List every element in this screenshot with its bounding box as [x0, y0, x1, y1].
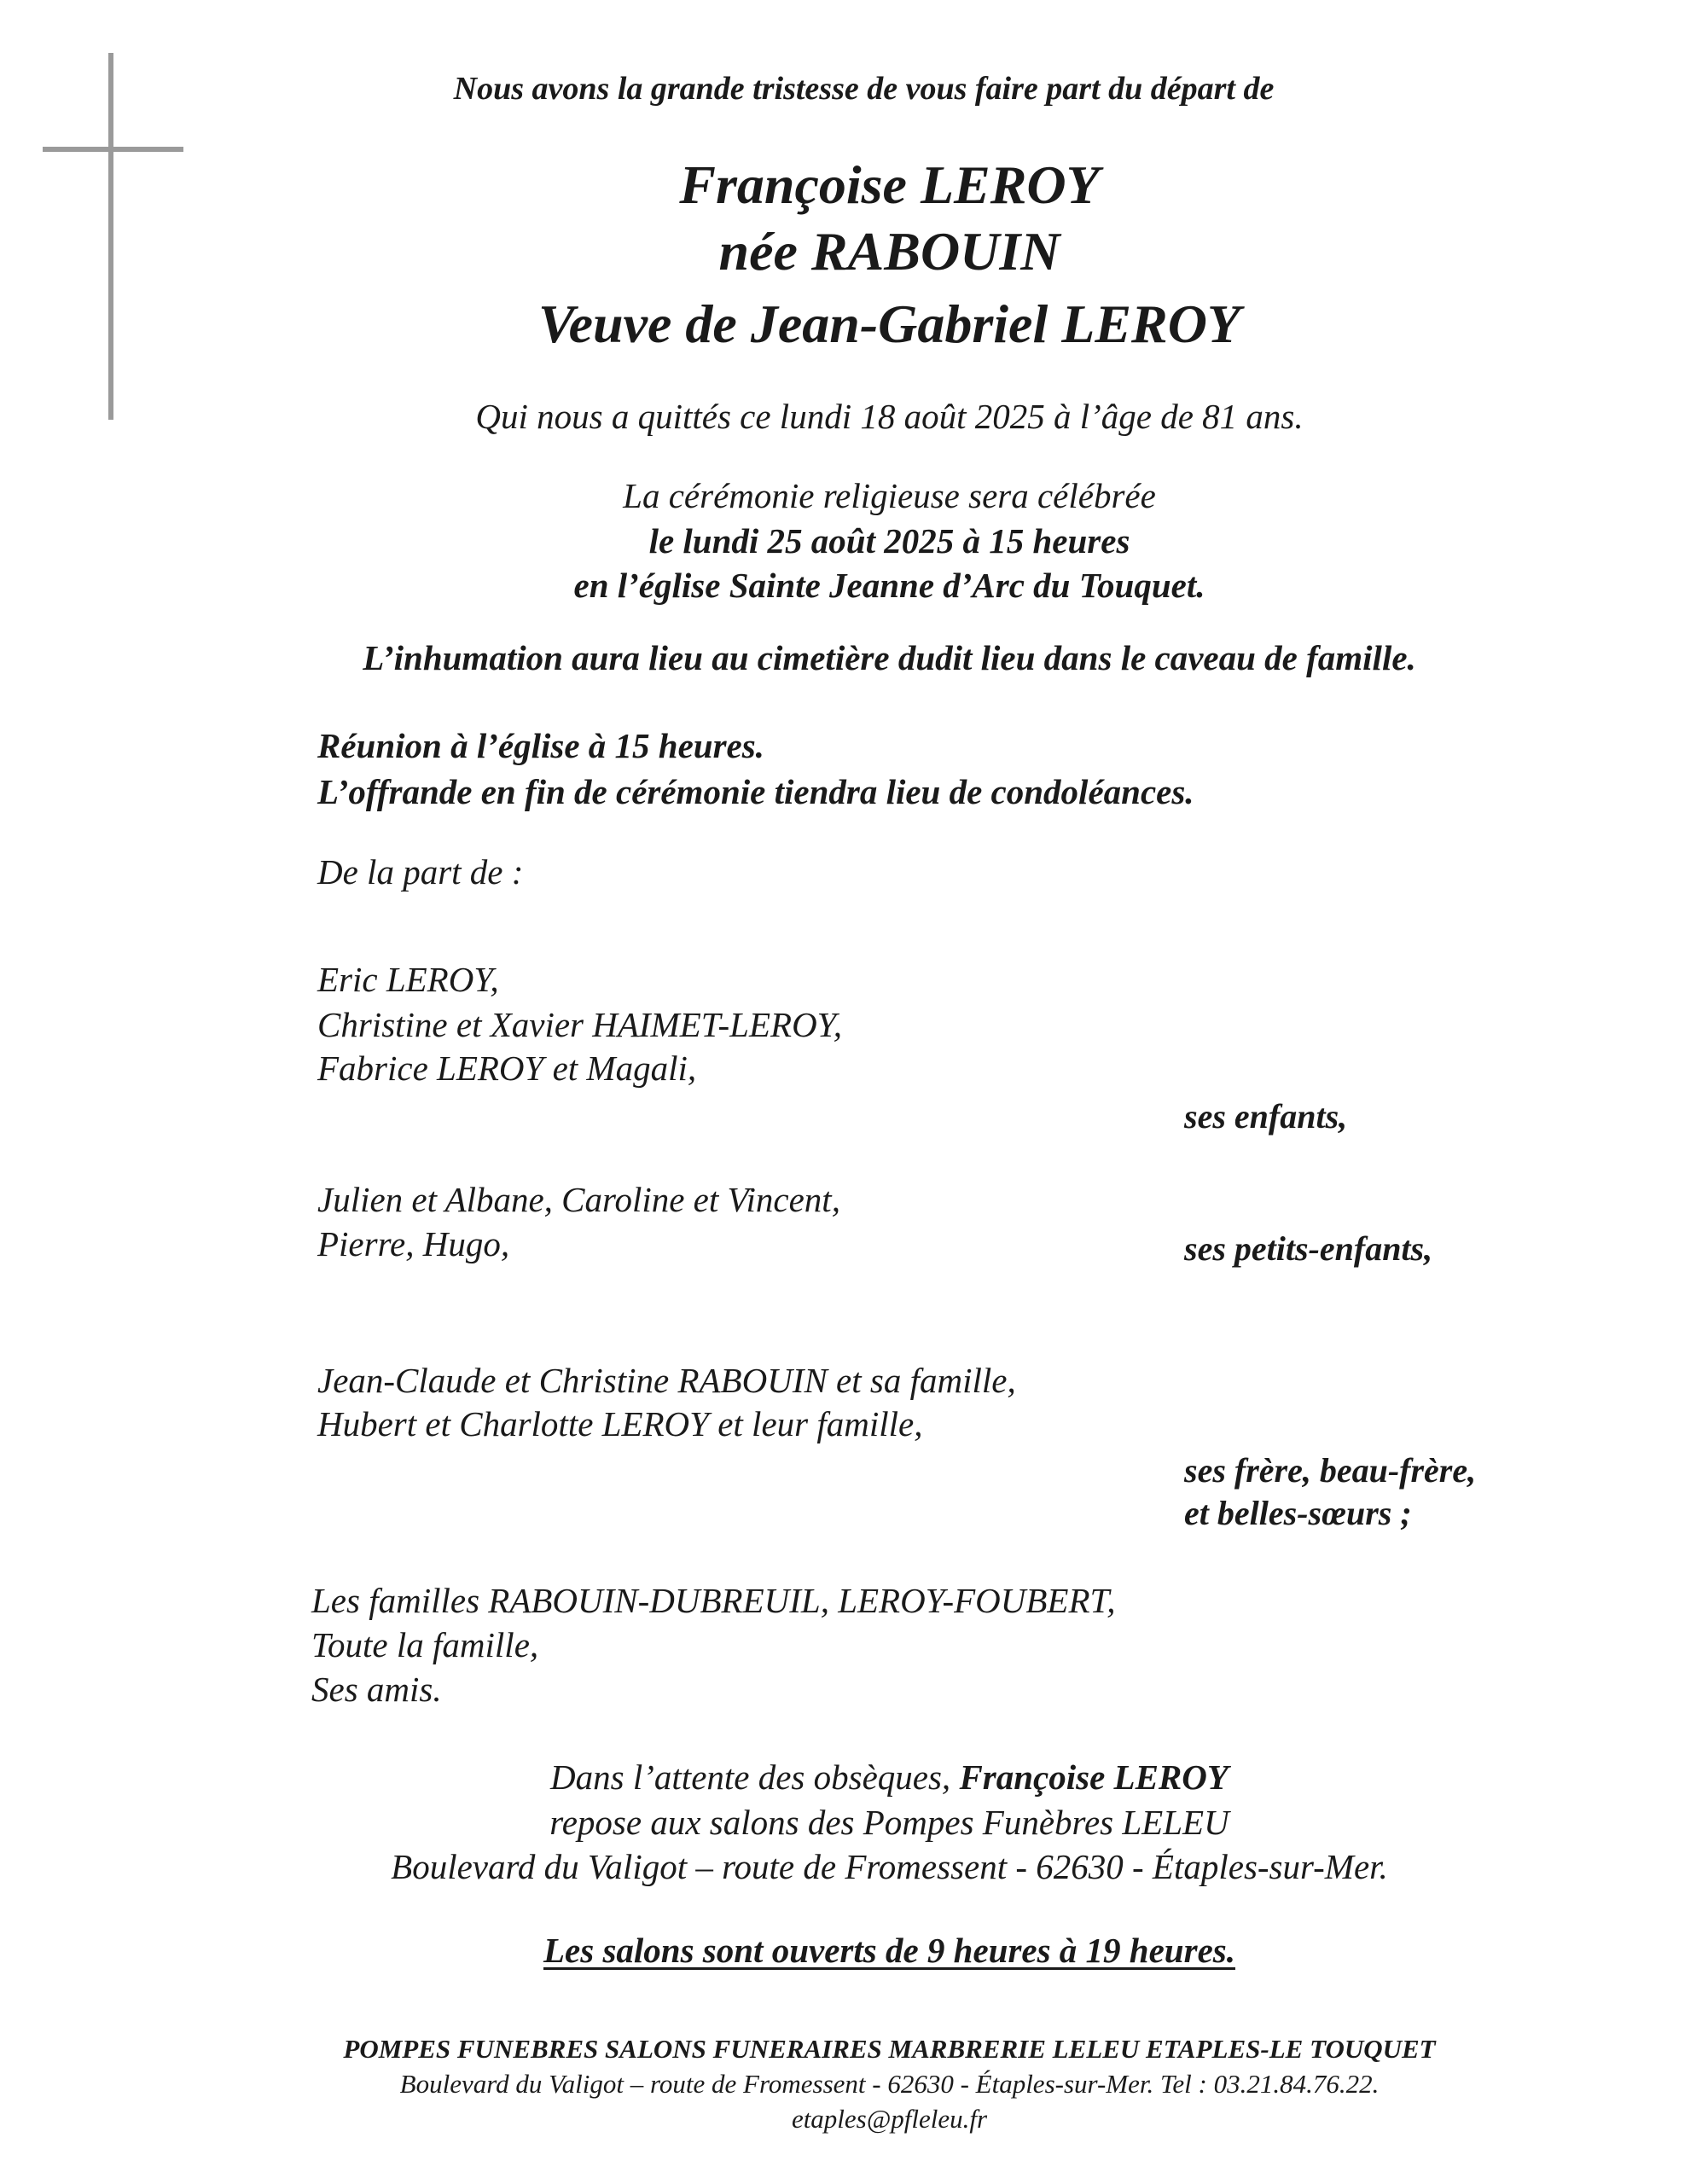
- footer-address: Boulevard du Valigot – route de Fromessent - 62630 - Étaples-sur-Mer. Tel : 03.21.84.76.22.: [399, 2069, 1380, 2099]
- ceremony-date: le lundi 25 août 2025 à 15 heures: [648, 521, 1130, 561]
- footer-company: POMPES FUNEBRES SALONS FUNERAIRES MARBRERIE LELEU ETAPLES-LE TOUQUET: [343, 2034, 1436, 2064]
- sibling-name: Jean-Claude et Christine RABOUIN et sa famille,: [317, 1361, 1016, 1400]
- meeting-line-1: Réunion à l’église à 15 heures.: [317, 726, 764, 765]
- deceased-name: Françoise LEROY: [679, 154, 1100, 215]
- others-line: Toute la famille,: [311, 1625, 539, 1664]
- ceremony-line-1: La cérémonie religieuse sera célébrée: [623, 476, 1156, 515]
- grandchildren-relation: ses petits-enfants,: [1184, 1229, 1433, 1268]
- death-notice: Qui nous a quittés ce lundi 18 août 2025 à l’âge de 81 ans.: [475, 397, 1304, 436]
- child-name: Eric LEROY,: [317, 960, 499, 999]
- burial-text: L’inhumation aura lieu au cimetière dudit lieu dans le caveau de famille.: [363, 638, 1416, 677]
- others-line: Les familles RABOUIN-DUBREUIL, LEROY-FOUBERT,: [311, 1581, 1116, 1620]
- children-relation: ses enfants,: [1184, 1097, 1348, 1136]
- ceremony-location: en l’église Sainte Jeanne d’Arc du Touquet.: [573, 566, 1205, 605]
- wake-line-1: [0, 1757, 1702, 1798]
- siblings-relation-line-1: ses frère, beau-frère,: [1184, 1451, 1477, 1490]
- footer-email: etaples@pfleleu.fr: [791, 2104, 988, 2134]
- child-name: Christine et Xavier HAIMET-LEROY,: [317, 1005, 842, 1044]
- deceased-widow-of: Veuve de Jean-Gabriel LEROY: [538, 293, 1240, 354]
- grandchild-name: Julien et Albane, Caroline et Vincent,: [317, 1180, 840, 1219]
- wake-deceased-name: Françoise LEROY: [959, 1757, 1229, 1797]
- others-line: Ses amis.: [311, 1670, 442, 1709]
- intro-text: Nous avons la grande tristesse de vous faire part du départ de: [453, 71, 1275, 107]
- sibling-name: Hubert et Charlotte LEROY et leur famille,: [317, 1404, 923, 1443]
- siblings-relation-line-2: et belles-sœurs ;: [1184, 1494, 1412, 1532]
- grandchild-name: Pierre, Hugo,: [317, 1224, 510, 1263]
- wake-address: Boulevard du Valigot – route de Fromessent - 62630 - Étaples-sur-Mer.: [391, 1847, 1388, 1886]
- salon-hours: Les salons sont ouverts de 9 heures à 19 heures.: [543, 1931, 1235, 1970]
- meeting-line-2: L’offrande en fin de cérémonie tiendra lieu de condoléances.: [317, 772, 1194, 811]
- deceased-birth-name: née RABOUIN: [718, 221, 1060, 282]
- wake-line-2: repose aux salons des Pompes Funèbres LELEU: [549, 1803, 1229, 1842]
- from-label: De la part de :: [317, 852, 524, 892]
- wake-prefix: Dans l’attente des obsèques,: [550, 1757, 960, 1797]
- child-name: Fabrice LEROY et Magali,: [317, 1048, 697, 1088]
